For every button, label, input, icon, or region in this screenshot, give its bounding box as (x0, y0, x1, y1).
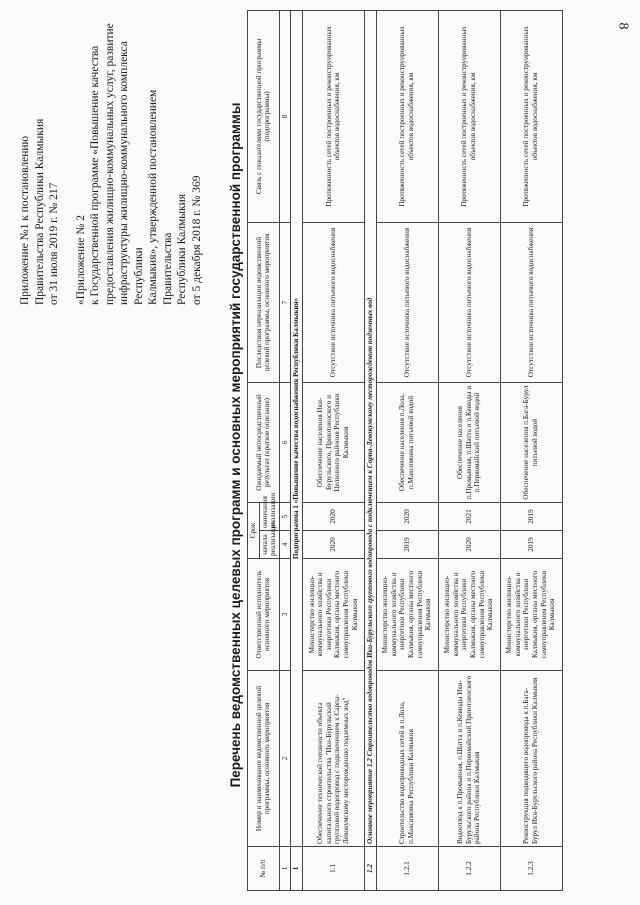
col-header-term: Срок (248, 502, 260, 558)
row-start: 2019 (500, 531, 562, 559)
table-row (376, 10, 438, 890)
header-row (248, 10, 260, 890)
annex-header (18, 15, 204, 305)
row-num: 1.2 (364, 847, 376, 891)
row-end: 2020 (302, 502, 364, 530)
col-number: 5 (279, 502, 291, 530)
row-link: Протяженность сетей построенных и реконструированных объектов водоснабжения, км (500, 10, 562, 222)
row-name: Обеспечение технической готовности объекта капитального строительства "Ики-Бурульский групповой водопровод с подключением к Сарпа-Левокумскому месторождению подземных вод" (302, 671, 364, 847)
row-num: 1.2.2 (438, 847, 500, 891)
row-name: Строительство водопроводных сетей в п.Лола, п.Максимовка Республики Калмыкия (376, 671, 438, 847)
col-number: 7 (279, 222, 291, 382)
row-consequence: Отсутствие источника питьевого водоснабжения (500, 222, 562, 382)
col-header-link: Связь с показателями государственной программы (подпрограммы) (248, 10, 280, 222)
row-consequence: Отсутствие источника питьевого водоснабжения (438, 222, 500, 382)
row-result: Обеспечение населения п.Промывная, п.Шатта и п.Кевюды и п.Первомайский питьевой водой (438, 382, 500, 502)
subprogram-title: Подпрограмма 1 «Повышение качества водоснабжения Республики Калмыкия» (291, 10, 303, 846)
annex2-line: от 5 декабря 2018 г. № 369 (190, 175, 203, 305)
programs-table (247, 10, 563, 891)
row-num: 1.1 (302, 847, 364, 891)
row-num: 1.2.1 (376, 847, 438, 891)
row-executor: Министерство жилищно-коммунального хозяйства и энергетики Республики Калмыкия, органы местного самоуправления Республики Калмыкия (376, 559, 438, 671)
document-title: Перечень ведомственных целевых программ и основных мероприятий государственной программы (228, 102, 243, 788)
row-link: Протяженность сетей построенных и реконструированных объектов водоснабжения, км (302, 10, 364, 222)
annex2-line: «Приложение № 2 (74, 215, 87, 305)
row-name: Водоотвод к п.Промывная, п.Шатта и п.Кевюды Ики-Бурульского района и п.Первомайский Приютненского района Республики Калмыкия (438, 671, 500, 847)
row-start: 2020 (302, 531, 364, 559)
annex2-line: инфраструктуры жилищно-коммунального комплекса Республики (118, 41, 145, 305)
table-row (500, 10, 562, 890)
row-start: 2020 (438, 531, 500, 559)
col-header-end: окончания реализации (259, 502, 279, 530)
row-end: 2019 (500, 502, 562, 530)
annex1-line: Приложение №1 к постановлению (19, 135, 31, 305)
row-end: 2020 (376, 502, 438, 530)
row-result: Обеспечение населения п.Бага-Бурул питьевой водой (500, 382, 562, 502)
subprogram-row (291, 10, 303, 890)
col-number: 2 (279, 671, 291, 847)
col-header-result: Ожидаемый непосредственный результат (краткое описание) (248, 382, 280, 502)
row-executor: Министерство жилищно-коммунального хозяйства и энергетики Республики Калмыкия, органы местного самоуправления Республики Калмыкия (500, 559, 562, 671)
col-header-num: № п/п (248, 847, 280, 891)
annex2-line: Республики Калмыкия (176, 193, 188, 305)
table-row (302, 10, 364, 890)
col-header-executor: Ответственный исполнитель основного мероприятия (248, 559, 280, 671)
row-link: Протяженность сетей построенных и реконструированных объектов водоснабжения, км (438, 10, 500, 222)
row-executor: Министерство жилищно-коммунального хозяйства и энергетики Республики Калмыкия, органы местного самоуправления Республики Калмыкия (302, 559, 364, 671)
column-numbers-row (279, 10, 291, 890)
subprogram-num: 1 (291, 847, 303, 891)
col-number: 6 (279, 382, 291, 502)
annex2-line: предоставления жилищно-коммунальных услуг, развитие (103, 23, 116, 305)
table-row (438, 10, 500, 890)
annex2-line: к Государственной программе «Повышение качества (89, 45, 101, 305)
col-header-consequence: Последствия нереализации ведомственной целевой программы, основного мероприятия (248, 222, 280, 382)
col-number: 1 (279, 847, 291, 891)
col-header-start: начала реализации (259, 531, 279, 559)
row-result: Обеспечение населения п.Лола, п.Максимовка питьевой водой (376, 382, 438, 502)
row-end: 2021 (438, 502, 500, 530)
row-consequence: Отсутствие источника питьевого водоснабжения (302, 222, 364, 382)
row-result: Обеспечение населения Ики-Бурульского, Приютненского и Целинного районов Республики Калмыкия (302, 382, 364, 502)
main-activity-title: Основное мероприятие 1.2 Строительство водопроводов Ики-Бурульского группового водопровода с подключением к Сарпа-Левокумскому месторождению подземных вод (364, 10, 376, 846)
row-link: Протяженность сетей построенных и реконструированных объектов водоснабжения, км (376, 10, 438, 222)
row-name: Реконструкция подводящего водопровода к п.Бага-Бурул Ики-Бурульского района Республики Калмыкия (500, 671, 562, 847)
annex1-line: Правительства Республики Калмыкия (33, 118, 46, 305)
page-number: 8 (615, 22, 631, 30)
row-consequence: Отсутствие источника питьевого водоснабжения (376, 222, 438, 382)
col-number: 4 (279, 531, 291, 559)
col-header-name: Номер и наименование ведомственной целевой программы, основного мероприятия (248, 671, 280, 847)
row-executor: Министерство жилищно-коммунального хозяйства и энергетики Республики Калмыкия, органы местного самоуправления Республики Калмыкия (438, 559, 500, 671)
row-start: 2019 (376, 531, 438, 559)
annex2-line: Калмыкия», утвержденной постановлением Правительства (147, 89, 174, 305)
row-num: 1.2.3 (500, 847, 562, 891)
main-activity-row (364, 10, 376, 890)
col-number: 8 (279, 10, 291, 222)
annex1-line: от 31 июля 2019 г. № 217 (48, 182, 60, 305)
col-number: 3 (279, 559, 291, 671)
